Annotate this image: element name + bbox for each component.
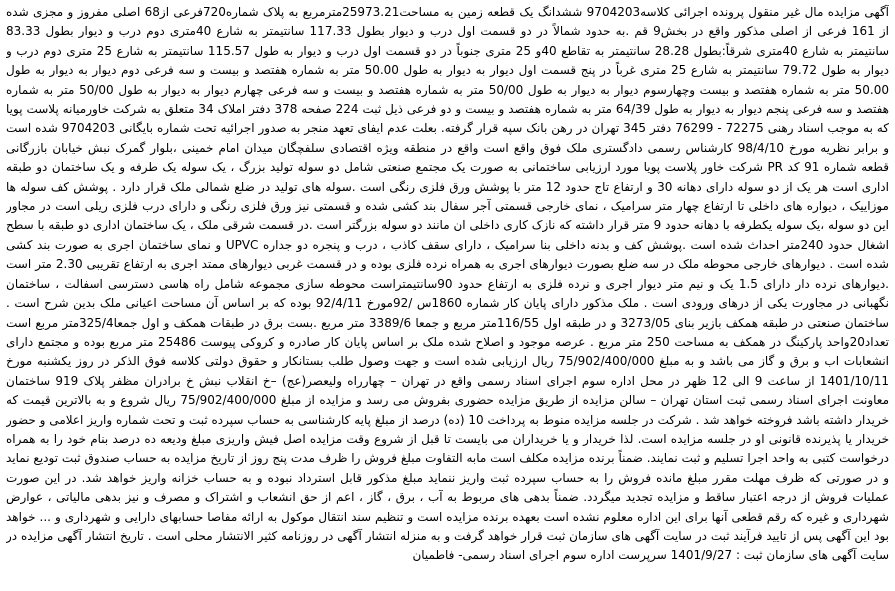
notice-body-text: آگهی مزایده مال غیر منقول پرونده اجرائی کلاسه9704203 ششدانگ یک قطعه زمین به مساحت25973.21مترمربع به پلاک شماره720فرعی از68 اصلی مفروز و مجزی شده از 161 فرعی از اصلی مذکور واقع در بخش9 قم .به حدود شمالاً در دو قسمت اول درب و دیوار بطول 117.33 سانتیمتر به شارع 40متری دوم درب و دیوار بطول 83.33 سانتیمتر به شارع 40متری شرقاً:بطول 28.28 سانتیمتر به تقاطع 40و 25 متری جنوباً در دو قسمت اول درب و دیوار به طول 115.57 سانتیمتر به شارع 25 متری دوم درب و دیوار به طول 79.72 سانتیمتر به شارع 25 متری غرباً در پنج قسمت اول دیوار به دیوار به طول 50.00 متر به شماره هفتصد و بیست و سه فرعی دوم دیوار به دیوار به طول 50.00 متر به شماره هفتصد و بیست وچهارسوم دیوار به دیوار به طول 50/00 متر به شماره هفتصد و بیست و سه فرعی چهارم دیوار به دیوار به طول 50/00 متر به شماره هفتصد و سه فرعی پنجم دیوار به دیوار به طول 64/39 متر به شماره هفتصد و بیست و دو فرعی ذیل ثبت 224 صفحه 378 دفتر املاک 34 متعلق به شرکت خاورمیانه پلاست پویا که به موجب اسناد رهنی 72275 - 76299 دفتر 345 تهران در رهن بانک سپه قرار گرفته. بعلت عدم ایفای تعهد منجر به صدور اجرائیه تحت شماره بایگانی 9704203 شده است و برابر نظریه مورخ 98/4/10 کارشناس رسمی دادگستری ملک فوق واقع است واقع در منطقه ویژه اقتصادی سلفچگان میدان امام خمینی ،بلوار گمرک نبش خیابان بازرگانی قطعه شماره 91 کد PR شرکت خاور پلاست پویا مورد ارزیابی ساختمانی به صورت یک مجتمع صنعتی شامل دو سوله تولید بزرگ ، یک سوله یک طرفه و یک ساختمان دو طبقه اداری است هر یک از دو سوله دارای دهانه 30 و ارتفاع تاج حدود 12 متر با پوشش ورق فلزی رنگی است .سوله های تولید در ضلع شمالی ملک قرار دارد . پوشش کف سوله ها موزاییک ، دیواره های داخلی تا ارتفاع چهار متر سرامیک ، نمای خارجی قسمتی آجر سفال بند کشی شده و قسمتی نیز ورق فلزی رنگی و دارای درب فلزی ریلی است در مجاور این دو سوله ،یک سوله یکطرفه با دهانه حدود 9 متر قرار داشته که نازک کاری داخلی ان مانند دو سوله بزرگتر است .در قسمت شرقی ملک ، یک ساختمان اداری دو طبقه با سطح اشغال حدود 240متر احداث شده است .پوشش کف و بدنه داخلی بنا سرامیک ، دارای سقف کاذب ، درب و پنجره دو جداره UPVC و نمای ساختمان اجری به صورت بند کشی شده است . دیوارهای خارجی محوطه ملک در سه ضلع بصورت دیوارهای اجری به همراه نرده فلزی بوده و در قسمت غربی دیوارهای ممتد اجری به ارتفاع تقریبی 2.30 متر است .دیوارهای نرده دار دارای 1.5 یک و نیم متر دیوار اجری و نرده فلزی به ارتفاع حدود 90سانتیمتراست محوطه سازی مجموعه شامل راه هاسی دسترسی اسفالت ، ساختمان نگهبانی در مجاورت یکی از درهای ورودی است . ملک مذکور دارای پایان کار شماره 1860س /92مورخ 92/4/11 بوده که بر اساس آن مساحت اعیانی ملک بدین شرح است . ساختمان صنعتی در طبقه همکف بازیر بنای 3273/05 و در طبقه اول 116/55متر مربع و جمعا 3389/6 متر مربع .بست برق در طبقات همکف و اول جمعا325/4متر مربع است تعداد20واحد پارکینگ در همکف به مساحت 250 متر مربع . عرصه موجود و اصلاح شده ملک بر اساس پایان کار صادره و کروکی پیوست 25486 متر مربع بوده و مجتمع دارای انشعابات اب و برق و گاز می باشد و به مبلغ 75/902/400/000 ریال ارزیابی شده است و جهت وصول طلب بستانکار و حقوق دولتی کلاسه فوق الذکر در روز یکشنبه مورخ 1401/10/11 از ساعت 9 الی 12 ظهر در محل اداره سوم اجرای اسناد رسمی واقع در تهران – چهارراه ولیعصر(عج) –خ انقلاب نبش خ برادران مظفر پلاک 919 ساختمان معاونت اجرای اسناد رسمی ثبت استان تهران – سالن مزایده از طریق مزایده حضوری بفروش می رسد و مزایده از مبلغ 75/902/400/000 ریال شروع و به بالاترین قیمت که خریدار داشته باشد فروخته خواهد شد . شرکت در جلسه مزایده منوط به پرداخت 10 (ده) درصد از مبلغ پایه کارشناسی به حساب سپرده ثبت و تحت شماره واریز اعلامی و حضور خریدار یا پذیرنده قانونی او در جلسه مزایده است. لذا خریدار و یا خریداران می بایست تا قبل از شروع وقت مزایده اصل فیش واریزی مبلغ ودیعه ده درصد بنام خود را به همراه درخواست کتبی به واحد اجرا تسلیم و ثبت نمایند. ضمناً برنده مزایده مکلف است مابه التفاوت مبلغ فروش را ظرف مدت پنج روز از تاریخ مزایده به حساب صندوق ثبت تودیع نماید و در صورتی که ظرف مهلت مقرر مبلغ مانده فروش را به حساب سپرده ثبت واریز ننماید مبلغ مذکور قابل استرداد نبوده و به حساب خزانه واریز خواهد شد. در این صورت عملیات فروش از درجه اعتبار ساقط و مزایده تجدید میگردد. ضمناً بدهی های مربوط به آب ، برق ، گاز ، اعم از حق انشعاب و اشتراک و مصرف و نیز بدهی مالیاتی ، عوارض شهرداری و غیره که رقم قطعی آنها برای این اداره معلوم نشده است بعهده برنده مزایده است و تنظیم سند انتقال موکول به ارائه مفاصا حسابهای دارایی و شهرداری و ... خواهد بود این آگهی پس از تایید فرآیند ثبت در سایت آگهی های سازمان ثبت قرار خواهد گرفت و به منزله انتشار آگهی در روزنامه کثیر الانتشار محلی است . تاریخ انتشار آگهی مزایده در سایت آگهی های سازمان ثبت : 1401/9/27 سرپرست اداره سوم اجرای اسناد رسمی- فاطمیان xyxy=(6,5,889,563)
auction-notice xyxy=(6,3,889,588)
